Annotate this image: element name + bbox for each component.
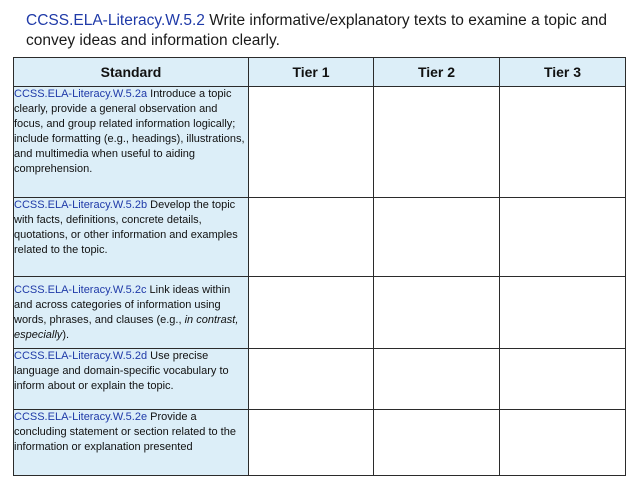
standard-code: CCSS.ELA-Literacy.W.5.2d: [14, 350, 148, 362]
column-header-tier-2: Tier 2: [374, 58, 500, 87]
tier-3-cell[interactable]: [500, 410, 626, 476]
tier-2-cell[interactable]: [374, 198, 500, 277]
page-heading: [26, 11, 626, 51]
tier-2-cell[interactable]: [374, 410, 500, 476]
standard-cell: [14, 277, 249, 349]
tier-3-cell[interactable]: [500, 87, 626, 198]
heading-standard-code: CCSS.ELA-Literacy.W.5.2: [26, 12, 205, 29]
tier-3-cell[interactable]: [500, 277, 626, 349]
table-row: [14, 87, 626, 198]
tier-1-cell[interactable]: [249, 87, 374, 198]
standard-text: Use precise language and domain-specific vocabulary to inform about or explain the topic.: [14, 350, 229, 392]
standard-text: Link ideas within and across categories of information using words, phrases, and clauses (e.g.,: [14, 284, 231, 326]
standard-cell: [14, 349, 249, 410]
standard-code: CCSS.ELA-Literacy.W.5.2a: [14, 88, 148, 100]
table-row: [14, 349, 626, 410]
standard-cell: [14, 87, 249, 198]
tier-1-cell[interactable]: [249, 410, 374, 476]
tier-3-cell[interactable]: [500, 349, 626, 410]
standard-text: Develop the topic with facts, definitions, concrete details, quotations, or other information and examples related to the topic.: [14, 199, 238, 256]
standard-text-end: ).: [62, 329, 70, 341]
standard-code: CCSS.ELA-Literacy.W.5.2e: [14, 411, 148, 423]
table-row: [14, 198, 626, 277]
tier-2-cell[interactable]: [374, 87, 500, 198]
table-row: [14, 410, 626, 476]
tier-2-cell[interactable]: [374, 349, 500, 410]
column-header-standard: Standard: [14, 58, 249, 87]
table-header-row: [14, 58, 626, 87]
tier-3-cell[interactable]: [500, 198, 626, 277]
standard-cell: [14, 410, 249, 476]
standard-example-italic: in contrast, especially: [14, 314, 239, 341]
standard-code: CCSS.ELA-Literacy.W.5.2b: [14, 199, 148, 211]
tier-1-cell[interactable]: [249, 277, 374, 349]
column-header-tier-1: Tier 1: [249, 58, 374, 87]
standard-cell: [14, 198, 249, 277]
heading-description: Write informative/explanatory texts to examine a topic and convey ideas and information clearly.: [26, 12, 607, 49]
table-row: [14, 277, 626, 349]
tier-table: [13, 57, 626, 476]
column-header-tier-3: Tier 3: [500, 58, 626, 87]
tier-1-cell[interactable]: [249, 198, 374, 277]
tier-1-cell[interactable]: [249, 349, 374, 410]
standard-code: CCSS.ELA-Literacy.W.5.2c: [14, 284, 147, 296]
standard-text: Introduce a topic clearly, provide a general observation and focus, and group related information logically; include formatting (e.g., headings), illustrations, and multimedia when useful to aiding comprehension.: [14, 88, 245, 175]
standard-text: Provide a concluding statement or section related to the information or explanation presented: [14, 411, 236, 453]
tier-2-cell[interactable]: [374, 277, 500, 349]
